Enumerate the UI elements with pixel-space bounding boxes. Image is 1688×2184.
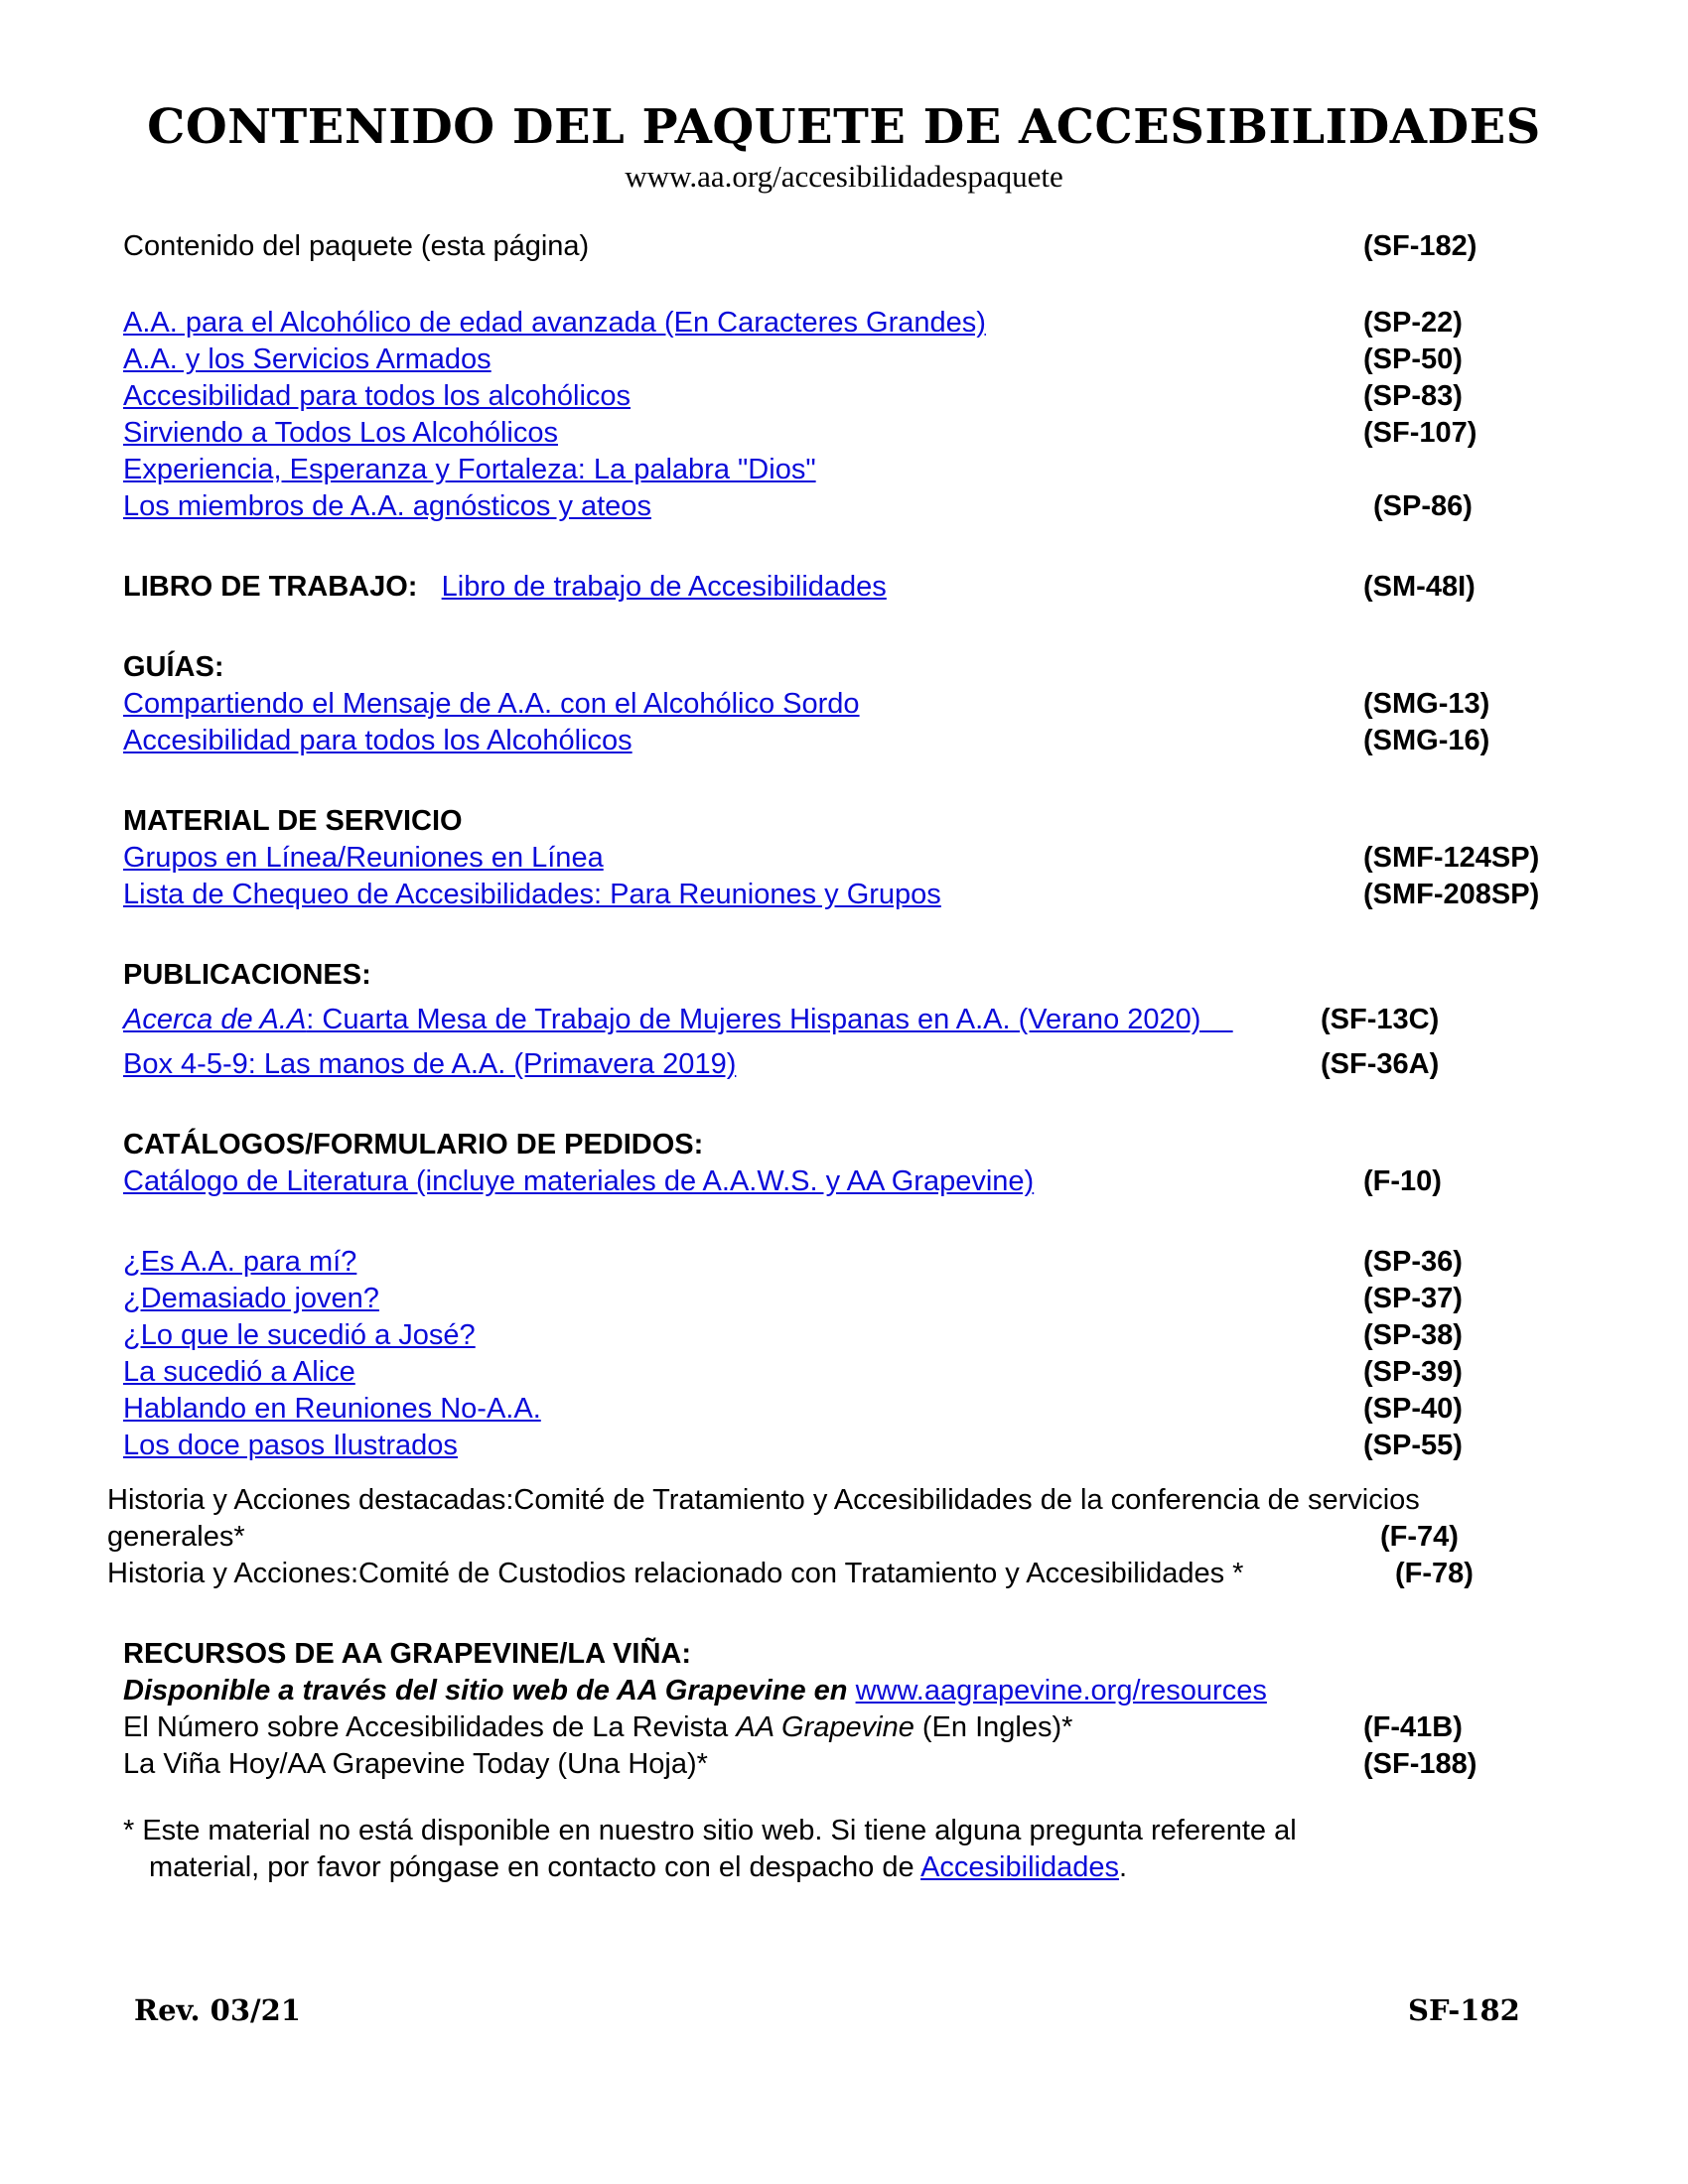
service-heading-row — [0, 803, 1688, 840]
history-code-1: (F-74) — [1380, 1521, 1459, 1553]
pamphlet-link[interactable]: A.A. y los Servicios Armados — [123, 343, 492, 375]
history-row — [0, 1482, 1688, 1519]
comic-code: (SP-39) — [1363, 1356, 1463, 1388]
list-item — [0, 723, 1688, 759]
comic-link[interactable]: ¿Es A.A. para mí? — [123, 1246, 357, 1278]
page-title: CONTENIDO DEL PAQUETE DE ACCESIBILIDADES — [147, 99, 1541, 155]
comic-code: (SP-38) — [1363, 1319, 1463, 1351]
history-line-3: Historia y Acciones:Comité de Custodios relacionado con Tratamiento y Accesibilidades * — [107, 1558, 1244, 1589]
catalogs-heading: CATÁLOGOS/FORMULARIO DE PEDIDOS: — [123, 1129, 704, 1160]
history-line-2: generales* — [107, 1521, 245, 1553]
list-item — [0, 1244, 1688, 1281]
comic-code: (SP-37) — [1363, 1283, 1463, 1314]
list-item — [0, 1354, 1688, 1391]
pamphlet-link[interactable]: Sirviendo a Todos Los Alcohólicos — [123, 417, 558, 449]
list-item — [0, 305, 1688, 341]
comic-code: (SP-40) — [1363, 1393, 1463, 1425]
list-item — [0, 415, 1688, 452]
pamphlet-link[interactable]: A.A. para el Alcohólico de edad avanzada (En Caracteres Grandes) — [123, 307, 986, 339]
history-line-1: Historia y Acciones destacadas:Comité de Tratamiento y Accesibilidades de la conferencia de servicios — [107, 1484, 1420, 1516]
pamphlet-code: (SF-107) — [1363, 417, 1477, 449]
list-item — [0, 686, 1688, 723]
service-material-heading: MATERIAL DE SERVICIO — [123, 805, 463, 837]
page-url: www.aa.org/accesibilidadespaquete — [625, 159, 1063, 194]
comic-link[interactable]: ¿Demasiado joven? — [123, 1283, 379, 1314]
catalog-code: (F-10) — [1363, 1165, 1442, 1197]
list-item — [0, 877, 1688, 913]
pamphlet-code: (SP-86) — [1373, 490, 1473, 522]
grapevine-code-1: (F-41B) — [1363, 1711, 1463, 1743]
list-item — [0, 840, 1688, 877]
grapevine-available-text: Disponible a través del sitio web de AA Grapevine en — [123, 1675, 848, 1706]
pamphlet-link[interactable]: Accesibilidad para todos los alcohólicos — [123, 380, 632, 412]
workbook-code: (SM-48I) — [1363, 571, 1476, 603]
list-item — [0, 1046, 1688, 1083]
guides-heading: GUÍAS: — [123, 651, 224, 683]
pamphlet-code: (SP-83) — [1363, 380, 1463, 412]
publication-code: (SF-36A) — [1321, 1048, 1440, 1080]
grapevine-heading-row — [0, 1636, 1688, 1673]
list-item — [0, 488, 1688, 525]
contents-list — [0, 228, 1688, 1886]
package-contents-row — [0, 228, 1688, 265]
grapevine-available-row — [0, 1673, 1688, 1709]
list-item — [0, 378, 1688, 415]
list-item — [0, 341, 1688, 378]
list-item — [0, 1281, 1688, 1317]
package-contents-label: Contenido del paquete (esta página) — [123, 230, 590, 262]
grapevine-heading: RECURSOS DE AA GRAPEVINE/LA VIÑA: — [123, 1638, 691, 1670]
service-link[interactable]: Lista de Chequeo de Accesibilidades: Para Reuniones y Grupos — [123, 879, 941, 910]
list-item — [0, 1002, 1688, 1038]
service-code: (SMF-208SP) — [1363, 879, 1540, 910]
package-contents-code: (SF-182) — [1363, 230, 1477, 262]
publications-heading: PUBLICACIONES: — [123, 959, 371, 991]
pamphlet-code: (SP-50) — [1363, 343, 1463, 375]
service-code: (SMF-124SP) — [1363, 842, 1540, 874]
catalog-link[interactable]: Catálogo de Literatura (incluye materiales de A.A.W.S. y AA Grapevine) — [123, 1165, 1035, 1197]
service-link[interactable]: Grupos en Línea/Reuniones en Línea — [123, 842, 604, 874]
list-item — [0, 1163, 1688, 1200]
list-item — [0, 1391, 1688, 1428]
footer-code: SF-182 — [1408, 1993, 1520, 2027]
catalogs-heading-row — [0, 1127, 1688, 1163]
workbook-link[interactable]: Libro de trabajo de Accesibilidades — [441, 571, 887, 603]
workbook-row — [0, 569, 1688, 606]
pamphlet-link[interactable]: Los miembros de A.A. agnósticos y ateos — [123, 490, 651, 522]
publications-heading-row — [0, 957, 1688, 994]
footnote — [0, 1813, 1434, 1886]
footnote-line-1: * Este material no está disponible en nuestro sitio web. Si tiene alguna pregunta referente al — [123, 1815, 1297, 1846]
comic-link[interactable]: ¿Lo que le sucedió a José? — [123, 1319, 476, 1351]
grapevine-code-2: (SF-188) — [1363, 1748, 1477, 1780]
history-row — [0, 1519, 1688, 1556]
list-item — [0, 1428, 1688, 1464]
pamphlet-code: (SP-22) — [1363, 307, 1463, 339]
grapevine-item-1: El Número sobre Accesibilidades de La Revista AA Grapevine (En Ingles)* — [123, 1711, 1073, 1743]
list-item — [0, 1709, 1688, 1746]
comic-code: (SP-36) — [1363, 1246, 1463, 1278]
comic-link[interactable]: Los doce pasos Ilustrados — [123, 1430, 458, 1461]
guide-link[interactable]: Accesibilidad para todos los Alcohólicos — [123, 725, 633, 756]
accessibilities-link[interactable]: Accesibilidades — [920, 1851, 1119, 1883]
publication-italic-title: Acerca de A.A — [123, 1004, 307, 1035]
grapevine-resources-link[interactable]: www.aagrapevine.org/resources — [855, 1675, 1267, 1706]
list-item — [0, 452, 1688, 488]
grapevine-item-2: La Viña Hoy/AA Grapevine Today (Una Hoja)* — [123, 1748, 708, 1780]
comic-code: (SP-55) — [1363, 1430, 1463, 1461]
guide-code: (SMG-16) — [1363, 725, 1490, 756]
comic-link[interactable]: La sucedió a Alice — [123, 1356, 355, 1388]
guide-code: (SMG-13) — [1363, 688, 1490, 720]
revision-label: Rev. 03/21 — [134, 1993, 301, 2027]
publication-link[interactable]: Box 4-5-9: Las manos de A.A. (Primavera 2019) — [123, 1048, 737, 1080]
history-code-2: (F-78) — [1395, 1558, 1474, 1589]
list-item — [0, 1317, 1688, 1354]
guides-heading-row — [0, 649, 1688, 686]
pamphlet-link[interactable]: Experiencia, Esperanza y Fortaleza: La palabra "Dios" — [123, 454, 816, 485]
publication-link[interactable]: Acerca de A.A: Cuarta Mesa de Trabajo de Mujeres Hispanas en A.A. (Verano 2020) — [123, 1004, 1201, 1035]
footnote-line-2: material, por favor póngase en contacto con el despacho de Accesibilidades. — [149, 1851, 1128, 1883]
workbook-heading: LIBRO DE TRABAJO: — [123, 571, 418, 603]
list-item — [0, 1746, 1688, 1783]
comic-link[interactable]: Hablando en Reuniones No-A.A. — [123, 1393, 541, 1425]
guide-link[interactable]: Compartiendo el Mensaje de A.A. con el Alcohólico Sordo — [123, 688, 860, 720]
history-row — [0, 1556, 1688, 1592]
publication-code: (SF-13C) — [1321, 1004, 1440, 1035]
